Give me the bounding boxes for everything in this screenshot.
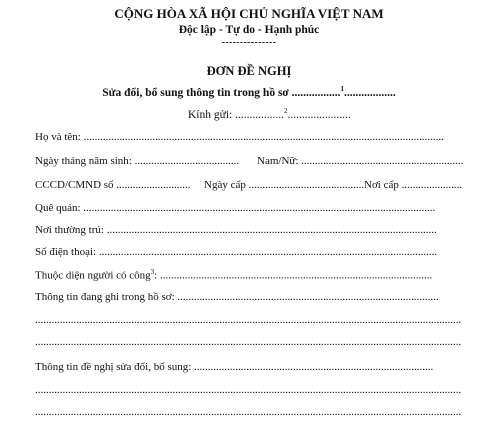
field-issue-place bbox=[364, 179, 462, 191]
field-proposed-info-line-2: ........................................................................................................................................................... bbox=[35, 384, 462, 396]
field-name-label: Họ và tên: bbox=[35, 131, 81, 143]
field-gender-dots: ........................................................... bbox=[298, 155, 464, 167]
footnote-marker-1: 1 bbox=[340, 85, 345, 93]
field-dob-dots: ...................................... bbox=[131, 155, 240, 167]
field-issue-place-dots: ...................... bbox=[398, 179, 463, 191]
field-issue-place-label: Nơi cấp bbox=[364, 179, 399, 191]
field-category-dots: ................................................................................................... bbox=[157, 269, 433, 282]
field-residence-dots: ........................................................................................................................ bbox=[103, 224, 437, 236]
form-subtitle-text: Sửa đổi, bổ sung thông tin trong hồ sơ bbox=[102, 86, 289, 99]
recipient-dots-a: ................. bbox=[232, 108, 284, 121]
form-subtitle-dots-b: .................. bbox=[344, 86, 396, 99]
field-category-label: Thuộc diện người có công bbox=[35, 269, 151, 282]
field-hometown-label: Quê quán: bbox=[35, 202, 81, 214]
field-current-info-dots: ............................................................................................... bbox=[174, 291, 439, 303]
form-subtitle bbox=[0, 85, 498, 99]
field-current-info-line-3: ........................................................................................................................................................... bbox=[35, 336, 462, 348]
field-id-dots: ........................... bbox=[113, 179, 191, 191]
field-name bbox=[35, 131, 444, 143]
form-title: ĐƠN ĐỀ NGHỊ bbox=[206, 64, 292, 78]
field-name-dots: ................................................................................................................................... bbox=[80, 131, 444, 143]
field-dob-label: Ngày tháng năm sinh: bbox=[35, 155, 132, 167]
field-hometown-dots: ................................................................................................................................ bbox=[80, 202, 436, 214]
field-issue-date bbox=[204, 179, 364, 191]
field-proposed-info-dots: ....................................................................................... bbox=[191, 361, 434, 373]
field-current-info bbox=[35, 291, 439, 303]
footnote-marker-2: 2 bbox=[284, 107, 288, 115]
field-proposed-info-line-3: ........................................................................................................................................................... bbox=[35, 406, 462, 418]
field-id-label: CCCD/CMND số bbox=[35, 179, 114, 191]
field-phone-label: Số điện thoại: bbox=[35, 246, 97, 258]
field-category-suffix: : bbox=[154, 269, 158, 282]
field-proposed-info-label: Thông tin đề nghị sửa đổi, bổ sung: bbox=[35, 361, 192, 373]
national-title: CỘNG HÒA XÃ HỘI CHỦ NGHĨA VIỆT NAM bbox=[114, 6, 384, 21]
field-category bbox=[35, 268, 432, 282]
field-proposed-info bbox=[35, 361, 433, 373]
recipient-line bbox=[188, 107, 351, 121]
field-id bbox=[35, 179, 191, 191]
field-issue-date-label: Ngày cấp bbox=[204, 179, 246, 191]
motto: Độc lập - Tự do - Hạnh phúc bbox=[178, 24, 320, 36]
form-subtitle-dots-a: ................. bbox=[288, 86, 341, 99]
field-hometown bbox=[35, 202, 435, 214]
field-residence-label: Nơi thường trú: bbox=[35, 224, 104, 236]
field-dob bbox=[35, 155, 239, 167]
recipient-label: Kính gửi: bbox=[188, 108, 233, 121]
field-phone-dots: ........................................................................................................................... bbox=[96, 246, 438, 258]
recipient-dots-b: ...................... bbox=[287, 108, 351, 121]
field-current-info-line-2: ........................................................................................................................................................... bbox=[35, 314, 462, 326]
field-gender bbox=[257, 155, 463, 167]
field-residence bbox=[35, 224, 437, 236]
field-current-info-label: Thông tin đang ghi trong hồ sơ: bbox=[35, 291, 175, 303]
field-gender-label: Nam/Nữ: bbox=[257, 155, 299, 167]
header-divider: --------------- bbox=[221, 37, 277, 48]
field-phone bbox=[35, 246, 437, 258]
footnote-marker-3: 3 bbox=[150, 268, 155, 276]
field-issue-date-dots: .......................................... bbox=[245, 179, 365, 191]
